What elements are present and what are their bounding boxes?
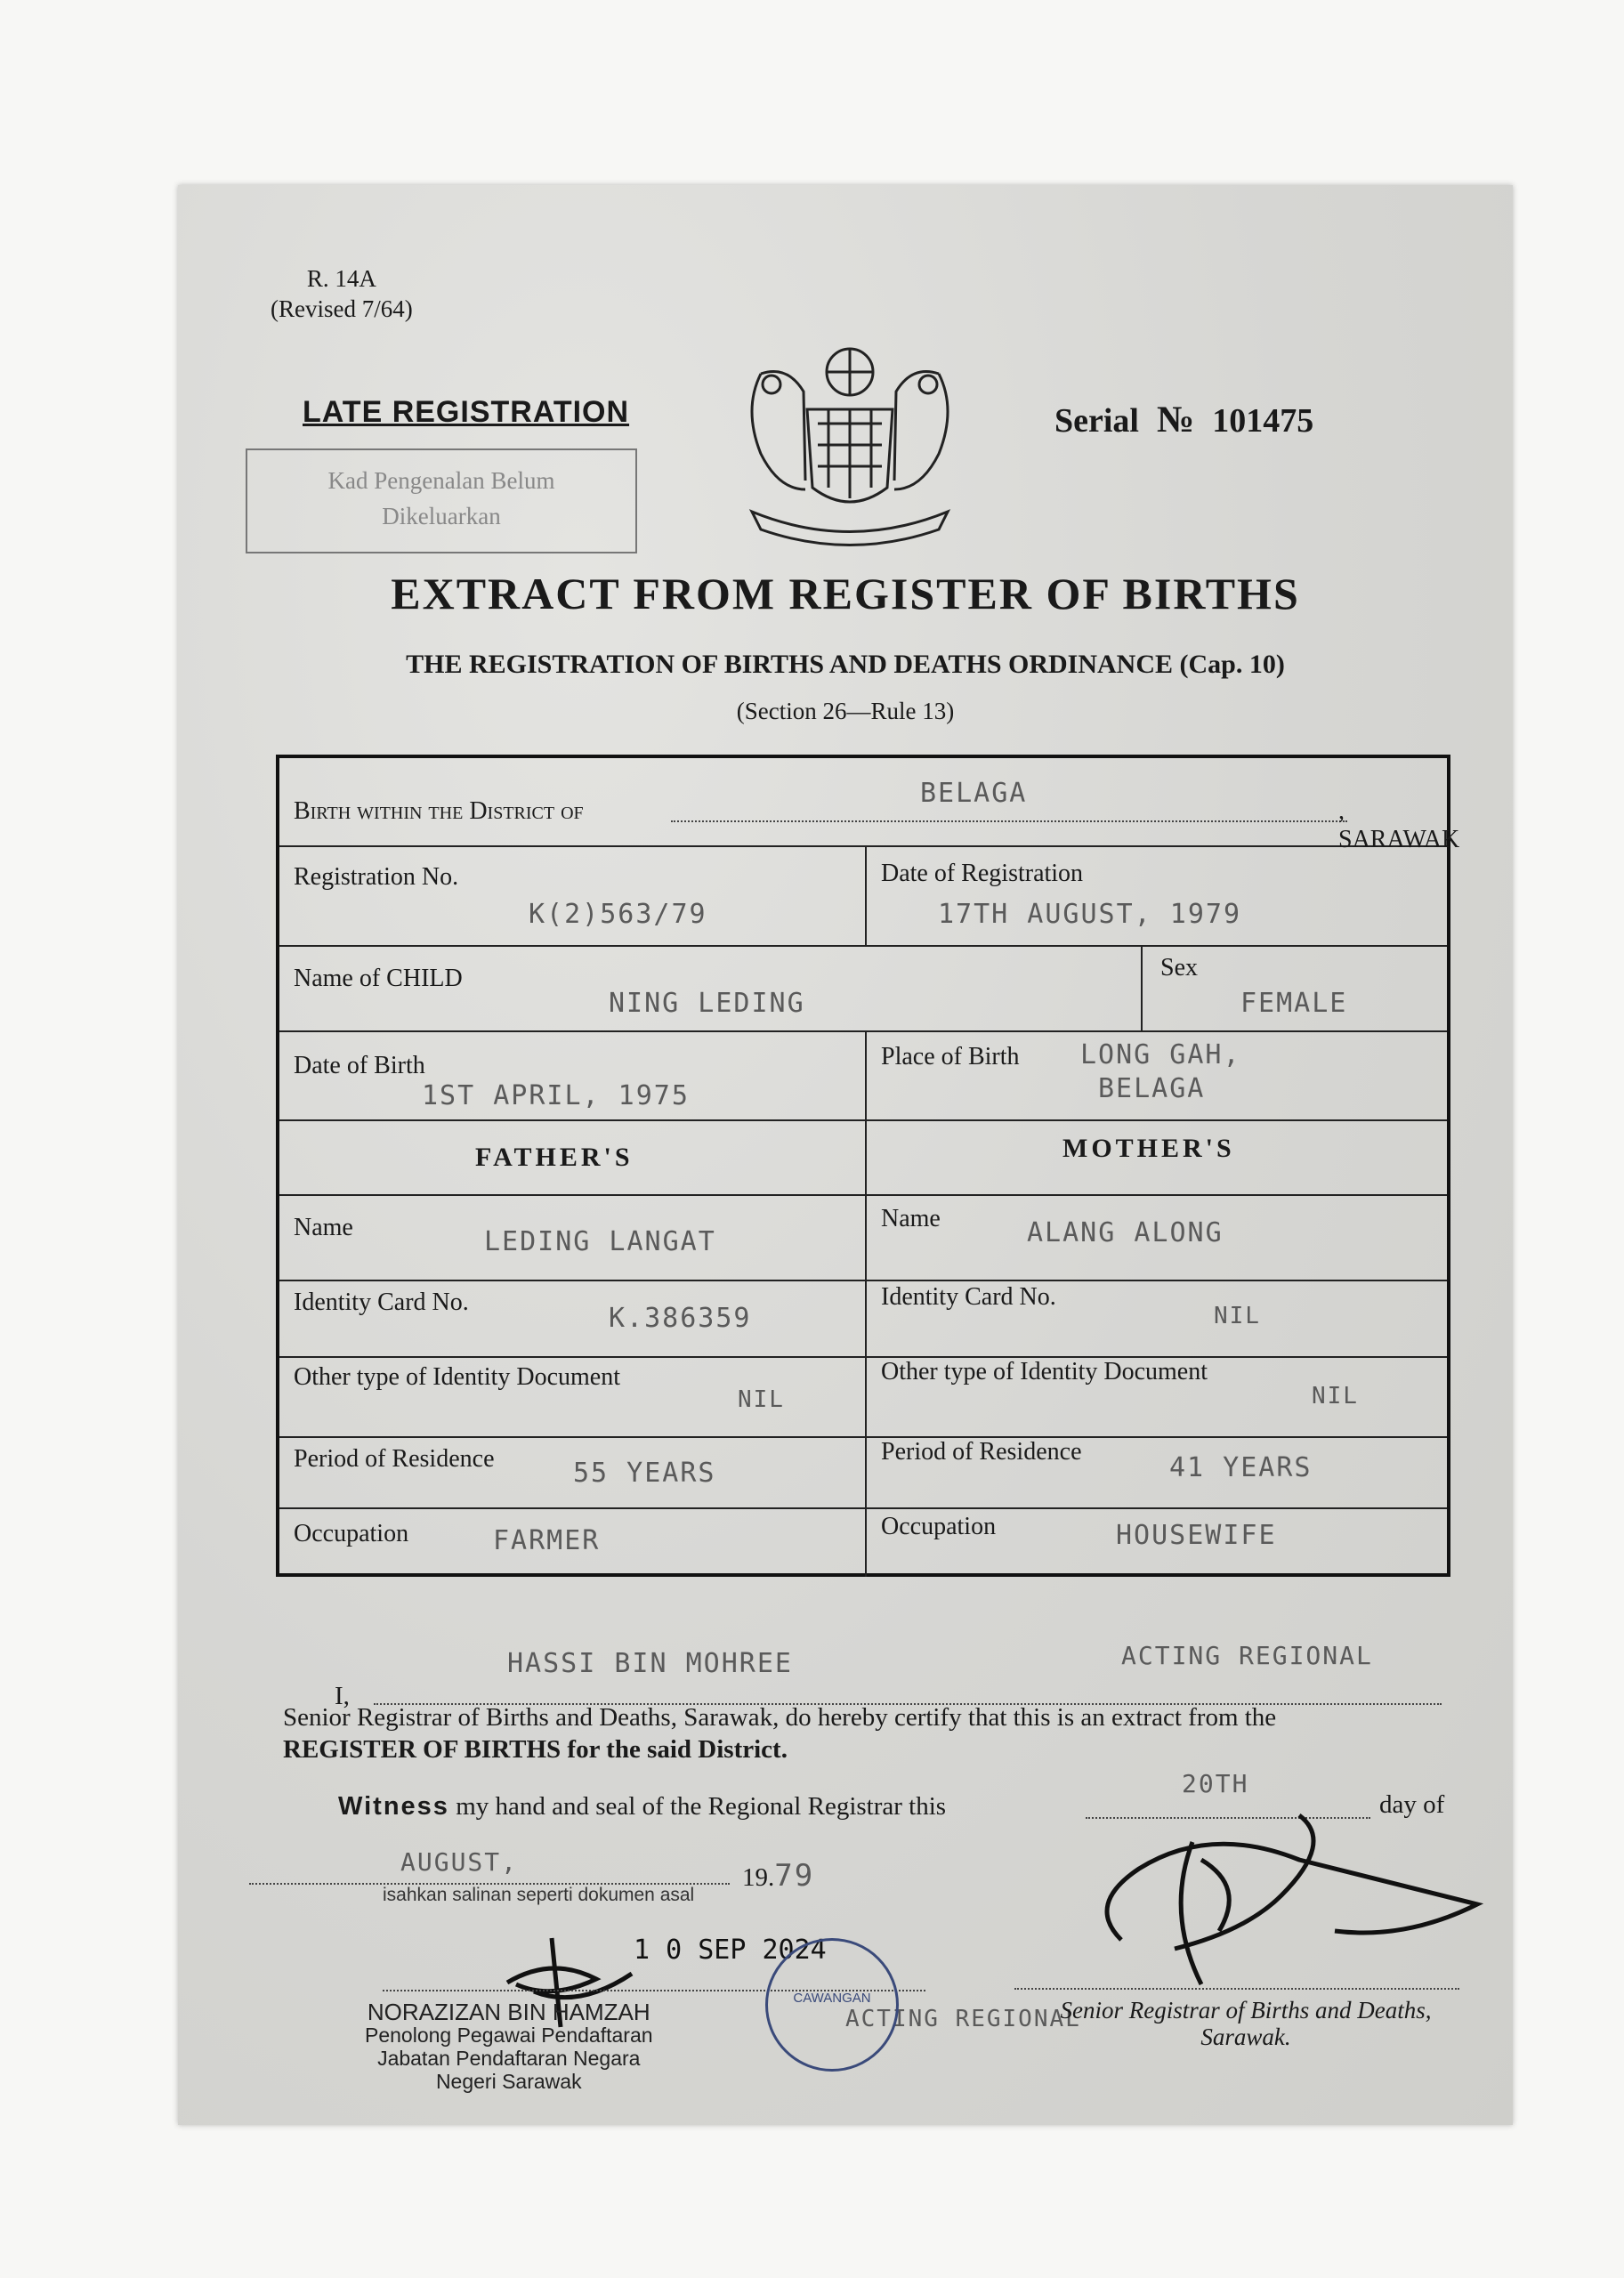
witness-day-of: day of xyxy=(1379,1790,1445,1819)
registrar-title: ACTING REGIONAL xyxy=(1121,1641,1373,1670)
certifying-officer: NORAZIZAN BIN HAMZAH Penolong Pegawai Pendaftaran Jabatan Pendaftaran Negara Negeri Sarawak xyxy=(365,1999,653,2093)
mother-occupation-value: HOUSEWIFE xyxy=(1116,1520,1277,1551)
mother-residence-label: Period of Residence xyxy=(881,1438,1082,1466)
father-name-label: Name xyxy=(294,1214,353,1241)
cert-i: I, xyxy=(335,1682,350,1710)
registration-no-label: Registration No. xyxy=(294,863,459,891)
coat-of-arms-icon xyxy=(725,338,974,552)
serial-number: Serial № 101475 xyxy=(1054,400,1314,440)
father-occupation-value: FARMER xyxy=(493,1525,601,1556)
father-residence-value: 55 YEARS xyxy=(573,1458,716,1489)
father-occupation-label: Occupation xyxy=(294,1520,409,1547)
birth-certificate-page xyxy=(178,185,1513,2125)
mother-name-value: ALANG ALONG xyxy=(1027,1217,1224,1248)
registrar-name: HASSI BIN MOHREE xyxy=(507,1648,793,1679)
father-ic-value: K.386359 xyxy=(609,1303,752,1334)
mother-occupation-label: Occupation xyxy=(881,1513,997,1540)
mother-residence-value: 41 YEARS xyxy=(1169,1452,1313,1483)
registrar-signature-title: Senior Registrar of Births and Deaths, Sarawak. xyxy=(1060,1997,1432,2050)
child-name-value: NING LEDING xyxy=(609,988,805,1019)
child-name-label: Name of CHILD xyxy=(294,965,463,992)
father-other-id-label: Other type of Identity Document xyxy=(294,1363,621,1391)
father-name-value: LEDING LANGAT xyxy=(484,1226,716,1257)
mother-heading: MOTHER'S xyxy=(1062,1134,1235,1163)
cert-text-line2: REGISTER OF BIRTHS for the said District. xyxy=(283,1735,788,1764)
certified-copy-text: isahkan salinan seperti dokumen asal xyxy=(383,1885,695,1905)
late-registration-heading: LATE REGISTRATION xyxy=(303,395,630,429)
district-suffix: , SARAWAK xyxy=(1338,797,1460,853)
witness-year: 19.79 xyxy=(742,1858,815,1894)
register-table xyxy=(276,755,1460,1577)
dob-label: Date of Birth xyxy=(294,1052,425,1079)
father-ic-label: Identity Card No. xyxy=(294,1288,469,1316)
district-label: Birth within the District of xyxy=(294,797,584,825)
dob-value: 1ST APRIL, 1975 xyxy=(422,1080,690,1111)
ordinance-subtitle: THE REGISTRATION OF BIRTHS AND DEATHS ORDINANCE (Cap. 10) xyxy=(406,650,1285,679)
father-other-id-value: NIL xyxy=(738,1386,785,1413)
id-card-not-issued-stamp: Kad Pengenalan Belum Dikeluarkan xyxy=(246,448,637,553)
mother-other-id-value: NIL xyxy=(1312,1383,1359,1410)
mother-ic-label: Identity Card No. xyxy=(881,1283,1056,1311)
sex-label: Sex xyxy=(1160,954,1198,981)
acting-regional-label: ACTING REGIONAL xyxy=(845,2006,1081,2032)
witness-day: 20TH xyxy=(1182,1769,1249,1798)
district-value: BELAGA xyxy=(920,778,1028,809)
section-reference: (Section 26—Rule 13) xyxy=(736,698,955,724)
pob-value-line2: BELAGA xyxy=(1098,1073,1206,1104)
father-residence-label: Period of Residence xyxy=(294,1445,495,1473)
mother-name-label: Name xyxy=(881,1205,941,1232)
pob-value-line1: LONG GAH, xyxy=(1080,1039,1241,1070)
form-code: R. 14A (Revised 7/64) xyxy=(271,265,413,322)
registrar-signature-icon xyxy=(1068,1806,1513,2002)
father-heading: FATHER'S xyxy=(475,1143,634,1172)
registration-date-value: 17TH AUGUST, 1979 xyxy=(938,899,1242,930)
sex-value: FEMALE xyxy=(1240,988,1348,1019)
document-title: EXTRACT FROM REGISTER OF BIRTHS xyxy=(391,569,1300,618)
mother-ic-value: NIL xyxy=(1214,1303,1261,1329)
registration-date-label: Date of Registration xyxy=(881,860,1084,887)
mother-other-id-label: Other type of Identity Document xyxy=(881,1358,1208,1385)
witness-line: Witness my hand and seal of the Regional Registrar this xyxy=(338,1792,947,1821)
official-seal-stamp: CAWANGAN xyxy=(765,1938,899,2072)
cert-text-line1: Senior Registrar of Births and Deaths, Sarawak, do hereby certify that this is an extract from the xyxy=(283,1703,1277,1732)
certified-date: 1 0 SEP 2024 xyxy=(634,1935,827,1966)
registration-no-value: K(2)563/79 xyxy=(529,899,707,930)
pob-label: Place of Birth xyxy=(881,1043,1020,1070)
witness-month: AUGUST, xyxy=(400,1847,519,1877)
